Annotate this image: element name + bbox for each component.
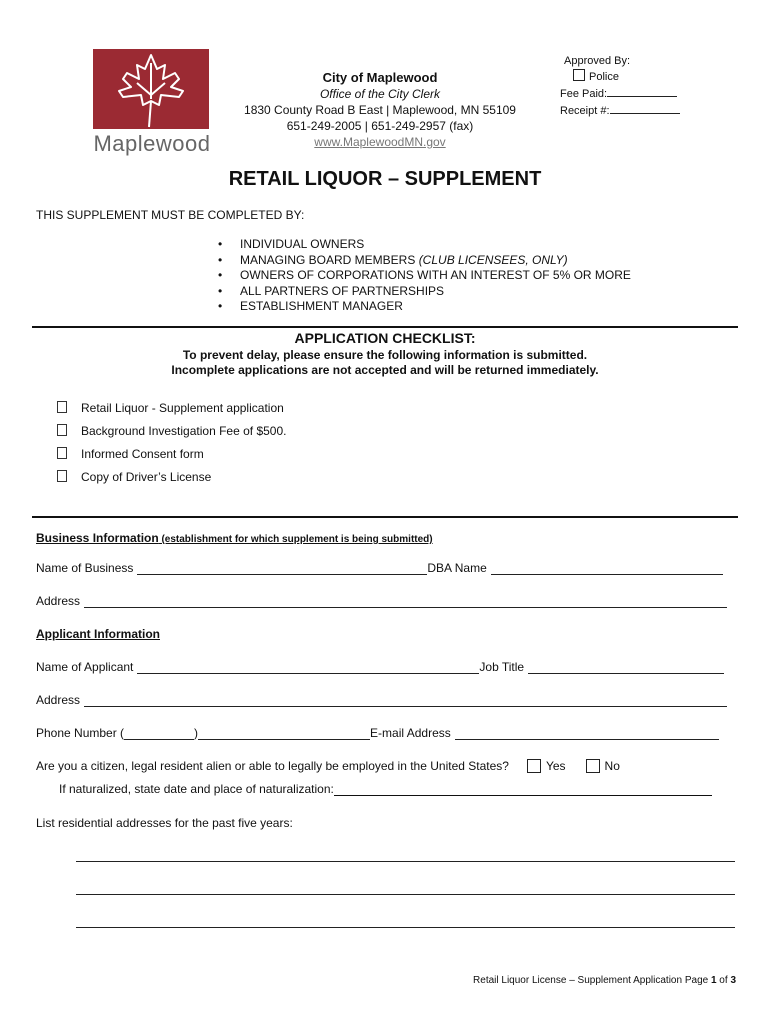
page-footer: Retail Liquor License – Supplement Application Page 1 of 3 — [473, 975, 736, 986]
approved-box — [560, 53, 700, 119]
city-address: 1830 County Road B East | Maplewood, MN 55109 — [244, 103, 516, 117]
applicant-address-row — [36, 693, 727, 707]
list-item: • MANAGING BOARD MEMBERS (CLUB LICENSEES, ONLY) — [218, 253, 631, 269]
header-contact — [230, 70, 530, 150]
police-checkbox[interactable] — [573, 69, 585, 81]
police-row — [560, 69, 700, 85]
business-name-row — [36, 561, 723, 575]
website-link[interactable]: www.MaplewoodMN.gov — [314, 135, 446, 149]
naturalization-field[interactable] — [334, 783, 712, 796]
list-item: • INDIVIDUAL OWNERS — [218, 237, 631, 253]
checklist-notes — [0, 348, 770, 378]
fee-paid-field[interactable] — [607, 85, 677, 97]
logo-text: Maplewood — [93, 131, 211, 156]
approved-label: Approved By: — [564, 55, 631, 67]
yes-label: Yes — [545, 759, 566, 773]
naturalization-label: If naturalized, state date and place of naturalization: — [59, 782, 334, 796]
maple-leaf-icon — [93, 49, 209, 129]
dba-name-field[interactable] — [491, 562, 723, 575]
naturalization-row — [59, 782, 712, 796]
job-title-field[interactable] — [528, 661, 724, 674]
fee-paid-row — [560, 85, 700, 102]
checklist-checkbox[interactable] — [57, 401, 67, 413]
area-code-field[interactable] — [124, 727, 194, 740]
checklist-note: To prevent delay, please ensure the following information is submitted. — [182, 348, 588, 362]
divider — [32, 516, 738, 518]
residence-line[interactable] — [76, 861, 735, 862]
must-complete-label: THIS SUPPLEMENT MUST BE COMPLETED BY: — [36, 208, 305, 222]
applicant-name-row — [36, 660, 724, 674]
phone-email-row — [36, 726, 719, 740]
checklist — [57, 400, 286, 492]
checklist-item: Background Investigation Fee of $500. — [57, 423, 286, 446]
applicant-name-label: Name of Applicant — [36, 660, 134, 674]
divider — [32, 326, 738, 328]
dba-name-label: DBA Name — [427, 561, 487, 575]
page-total: 3 — [730, 975, 736, 986]
applicant-address-label: Address — [36, 693, 81, 707]
residences-label: List residential addresses for the past five years: — [36, 816, 293, 830]
checklist-checkbox[interactable] — [57, 447, 67, 459]
email-field[interactable] — [455, 727, 719, 740]
fee-paid-label: Fee Paid: — [560, 88, 608, 100]
office-name: Office of the City Clerk — [319, 87, 441, 101]
applicant-name-field[interactable] — [137, 661, 479, 674]
checklist-item: Copy of Driver’s License — [57, 469, 286, 492]
citizen-question-row — [36, 759, 620, 773]
business-name-field[interactable] — [137, 562, 427, 575]
applicant-address-field[interactable] — [84, 694, 727, 707]
page-number: 1 — [710, 975, 717, 986]
receipt-row — [560, 102, 700, 119]
job-title-label: Job Title — [479, 660, 525, 674]
residence-line[interactable] — [76, 894, 735, 895]
business-address-row — [36, 594, 727, 608]
checklist-item: Retail Liquor - Supplement application — [57, 400, 286, 423]
phone-label: Phone Number ( — [36, 726, 125, 740]
list-item: • OWNERS OF CORPORATIONS WITH AN INTEREST OF 5% OR MORE — [218, 268, 631, 284]
phone-close-paren: ) — [194, 726, 199, 740]
receipt-label: Receipt #: — [560, 105, 610, 117]
business-address-field[interactable] — [84, 595, 727, 608]
no-label: No — [604, 759, 620, 773]
business-section-heading: Business Information (establishment for which supplement is being submitted) — [36, 531, 433, 545]
yes-checkbox[interactable] — [527, 759, 541, 773]
checklist-title: APPLICATION CHECKLIST: — [294, 330, 476, 346]
police-label: Police — [589, 71, 619, 83]
phone-number-field[interactable] — [198, 727, 370, 740]
list-item: • ESTABLISHMENT MANAGER — [218, 299, 631, 315]
checklist-checkbox[interactable] — [57, 470, 67, 482]
checklist-item: Informed Consent form — [57, 446, 286, 469]
applicant-section-heading: Applicant Information — [36, 627, 160, 641]
email-label: E-mail Address — [370, 726, 451, 740]
list-item: • ALL PARTNERS OF PARTNERSHIPS — [218, 284, 631, 300]
checklist-note: Incomplete applications are not accepted and will be returned immediately. — [171, 363, 599, 377]
maplewood-logo — [93, 49, 211, 157]
city-name: City of Maplewood — [322, 70, 438, 85]
required-persons-list — [218, 237, 631, 315]
business-name-label: Name of Business — [36, 561, 134, 575]
business-address-label: Address — [36, 594, 81, 608]
citizen-question: Are you a citizen, legal resident alien or able to legally be employed in the United States? — [36, 759, 509, 773]
checklist-checkbox[interactable] — [57, 424, 67, 436]
no-checkbox[interactable] — [586, 759, 600, 773]
city-phones: 651-249-2005 | 651-249-2957 (fax) — [286, 119, 474, 133]
residence-line[interactable] — [76, 927, 735, 928]
document-title: RETAIL LIQUOR – SUPPLEMENT — [228, 168, 542, 190]
receipt-field[interactable] — [610, 102, 680, 114]
